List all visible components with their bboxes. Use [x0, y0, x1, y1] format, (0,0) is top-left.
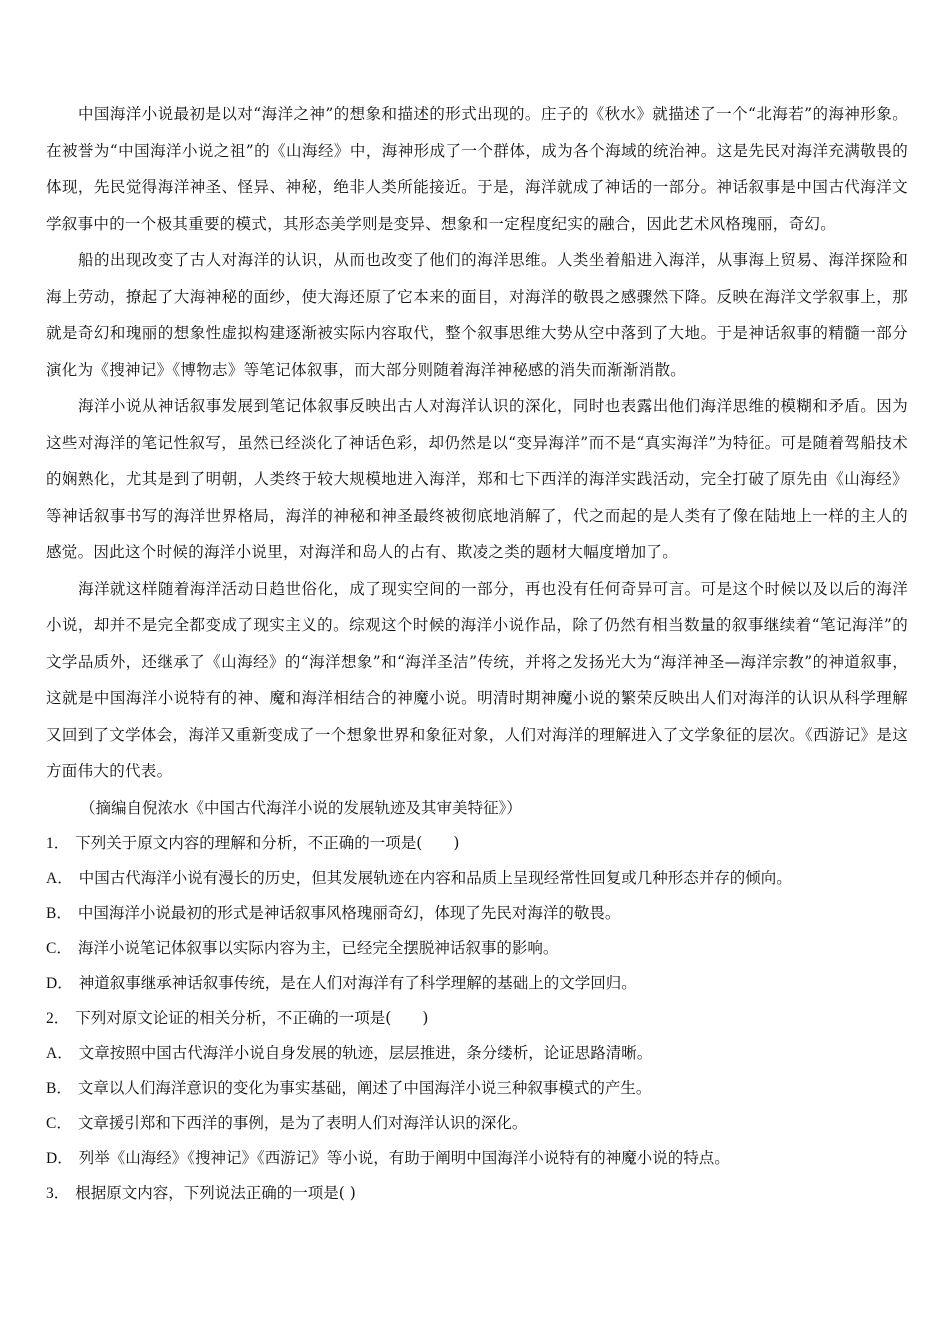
option-text: 文章按照中国古代海洋小说自身发展的轨迹，层层推进，条分缕析，论证思路清晰。 — [78, 1043, 653, 1062]
option-key: B． — [46, 904, 72, 922]
question-text: 下列关于原文内容的理解和分析，不正确的一项是( ) — [75, 833, 460, 852]
question-3 — [46, 1176, 908, 1211]
option-d — [46, 1141, 908, 1176]
passage-paragraph: 海洋小说从神话叙事发展到笔记体叙事反映出古人对海洋认识的深化，同时也表露出他们海洋思维的模糊和矛盾。因为这些对海洋的笔记性叙写，虽然已经淡化了神话色彩，却仍然是以“变异海洋”而不是“真实海洋”为特征。可是随着驾船技术的娴熟化，尤其是到了明朝，人类终于较大规模地进入海洋，郑和七下西洋的海洋实践活动，完全打破了原先由《山海经》等神话叙事书写的海洋世界格局，海洋的神秘和神圣最终被彻底地消解了，代之而起的是人类有了像在陆地上一样的主人的感觉。因此这个时候的海洋小说里，对海洋和岛人的占有、欺凌之类的题材大幅度增加了。 — [46, 397, 908, 561]
passage-paragraph: 中国海洋小说最初是以对“海洋之神”的想象和描述的形式出现的。庄子的《秋水》就描述了一个“北海若”的海神形象。在被誉为“中国海洋小说之祖”的《山海经》中，海神形成了一个群体，成为各个海域的统治神。这是先民对海洋充满敬畏的体现，先民觉得海洋神圣、怪异、神秘，绝非人类所能接近。于是，海洋就成了神话的一部分。神话叙事是中国古代海洋文学叙事中的一个极其重要的模式，其形态美学则是变异、想象和一定程度纪实的融合，因此艺术风格瑰丽，奇幻。 — [46, 105, 908, 233]
option-key: A． — [46, 869, 73, 887]
source-citation: （摘编自倪浓水《中国古代海洋小说的发展轨迹及其审美特征》） — [80, 798, 522, 817]
question-number: 2． — [46, 1009, 70, 1027]
exam-page — [46, 96, 908, 1211]
option-text: 中国海洋小说最初的形式是神话叙事风格瑰丽奇幻，体现了先民对海洋的敬畏。 — [77, 903, 621, 922]
passage-paragraph: 船的出现改变了古人对海洋的认识，从而也改变了他们的海洋思维。人类坐着船进入海洋，从事海上贸易、海洋探险和海上劳动，撩起了大海神秘的面纱，使大海还原了它本来的面目，对海洋的敬畏之感骤然下降。反映在海洋文学叙事上，那就是奇幻和瑰丽的想象性虚拟构建逐渐被实际内容取代，整个叙事思维大势从空中落到了大地。于是神话叙事的精髓一部分演化为《搜神记》《博物志》等笔记体叙事，而大部分则随着海洋神秘感的消失而渐渐消散。 — [46, 251, 908, 379]
option-key: A． — [46, 1044, 73, 1062]
option-d — [46, 966, 908, 1001]
option-c — [46, 1106, 908, 1141]
option-text: 列举《山海经》《搜神记》《西游记》等小说，有助于阐明中国海洋小说特有的神魔小说的特点。 — [78, 1148, 730, 1167]
option-c — [46, 931, 908, 966]
question-1 — [46, 826, 908, 1001]
option-a — [46, 861, 908, 896]
question-text: 下列对原文论证的相关分析，不正确的一项是( ) — [75, 1008, 429, 1027]
option-b — [46, 896, 908, 931]
question-2 — [46, 1001, 908, 1176]
question-stem — [46, 1001, 908, 1036]
option-key: D． — [46, 1149, 73, 1167]
option-text: 神道叙事继承神话叙事传统，是在人们对海洋有了科学理解的基础上的文学回归。 — [78, 973, 637, 992]
option-key: C． — [46, 1114, 72, 1132]
option-key: D． — [46, 974, 73, 992]
option-text: 海洋小说笔记体叙事以实际内容为主，已经完全摆脱神话叙事的影响。 — [77, 938, 559, 957]
option-b — [46, 1071, 908, 1106]
option-a — [46, 1036, 908, 1071]
question-text: 根据原文内容，下列说法正确的一项是( ) — [75, 1183, 356, 1202]
question-stem — [46, 826, 908, 861]
passage — [46, 96, 908, 790]
option-text: 文章以人们海洋意识的变化为事实基础，阐述了中国海洋小说三种叙事模式的产生。 — [77, 1078, 652, 1097]
option-key: C． — [46, 939, 72, 957]
question-stem — [46, 1176, 908, 1211]
option-key: B． — [46, 1079, 72, 1097]
option-text: 中国古代海洋小说有漫长的历史，但其发展轨迹在内容和品质上呈现经常性回复或几种形态并存的倾向。 — [78, 868, 792, 887]
option-text: 文章援引郑和下西洋的事例，是为了表明人们对海洋认识的深化。 — [77, 1113, 528, 1132]
question-number: 3． — [46, 1184, 70, 1202]
passage-paragraph: 海洋就这样随着海洋活动日趋世俗化，成了现实空间的一部分，再也没有任何奇异可言。可是这个时候以及以后的海洋小说，却并不是完全都变成了现实主义的。综观这个时候的海洋小说作品，除了仍然有相当数量的叙事继续着“笔记海洋”的文学品质外，还继承了《山海经》的“海洋想象”和“海洋圣洁”传统，并将之发扬光大为“海洋神圣—海洋宗教”的神道叙事，这就是中国海洋小说特有的神、魔和海洋相结合的神魔小说。明清时期神魔小说的繁荣反映出人们对海洋的认识从科学理解又回到了文学体会，海洋又重新变成了一个想象世界和象征对象，人们对海洋的理解进入了文学象征的层次。《西游记》是这方面伟大的代表。 — [46, 579, 908, 780]
question-number: 1． — [46, 834, 70, 852]
